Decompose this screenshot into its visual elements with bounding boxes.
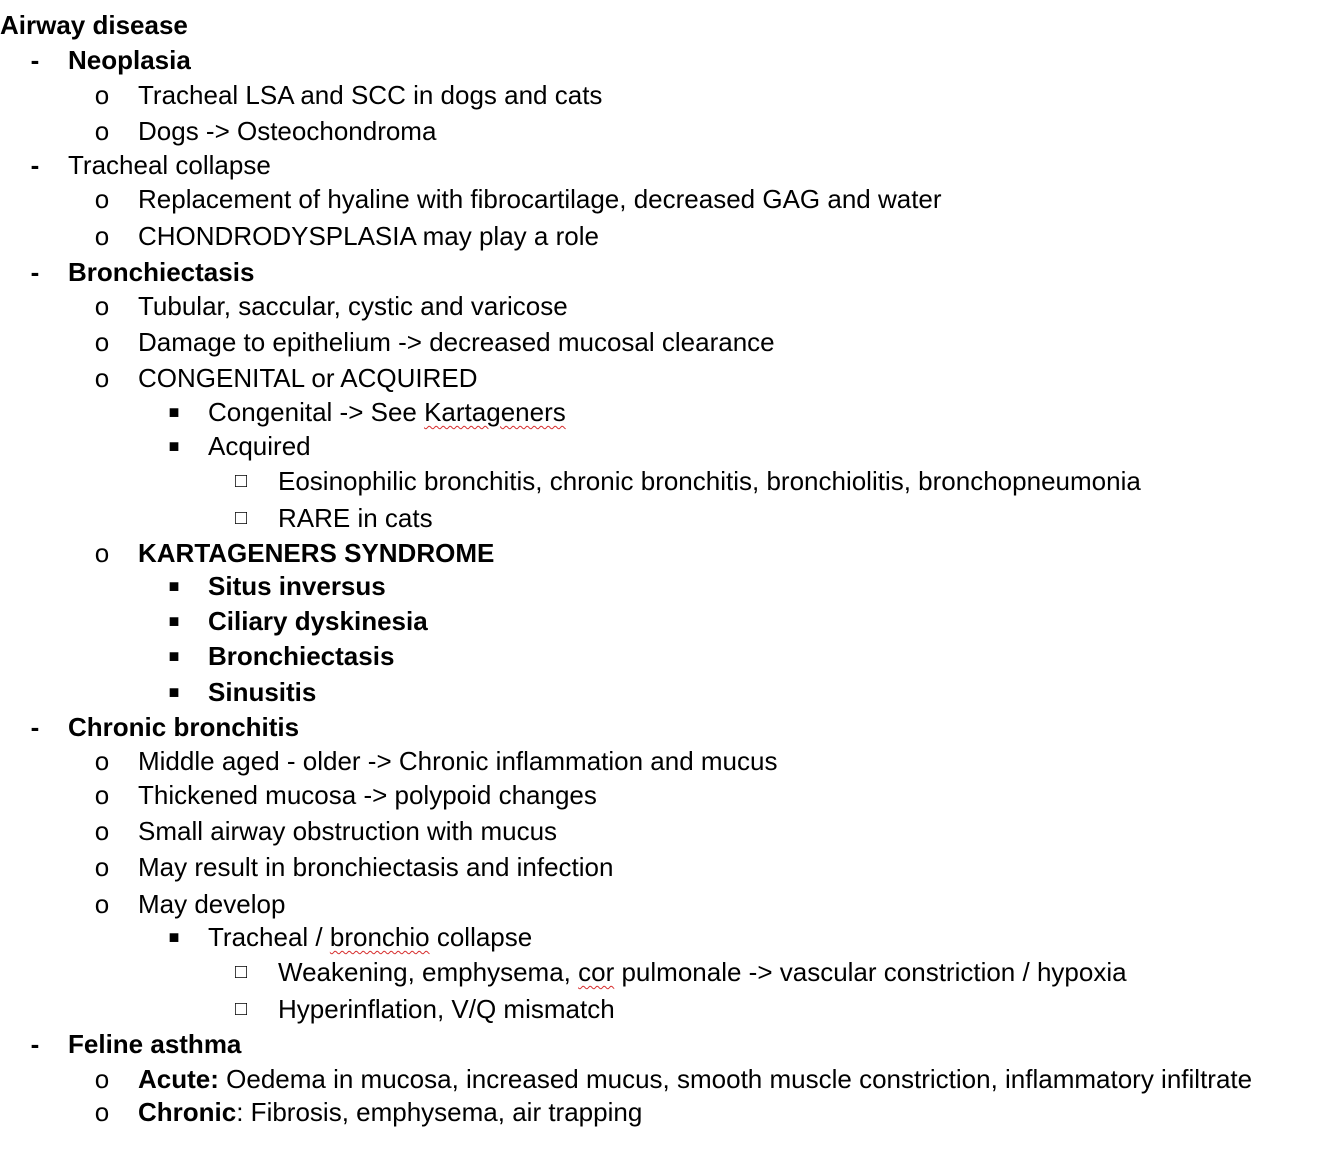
list-item-text: Situs inversus: [208, 571, 386, 601]
dash-bullet: -: [30, 257, 40, 287]
circle-bullet: o: [94, 327, 110, 357]
circle-bullet: o: [94, 363, 110, 393]
list-item-text: [138, 1062, 1252, 1096]
dash-bullet: -: [30, 712, 40, 742]
list-item-text: May result in bronchiectasis and infection: [138, 852, 614, 882]
list-item-text: Middle aged - older -> Chronic inflammation and mucus: [138, 746, 778, 776]
circle-bullet: o: [94, 852, 110, 882]
section-heading-bronchiectasis: Bronchiectasis: [68, 257, 255, 287]
list-item-text: Tracheal LSA and SCC in dogs and cats: [138, 80, 603, 110]
dash-bullet: -: [30, 45, 40, 75]
section-heading-feline-asthma: Feline asthma: [68, 1029, 242, 1059]
weakening-suffix: pulmonale -> vascular constriction / hypoxia: [614, 957, 1127, 987]
checkbox-bullet: □: [234, 507, 248, 529]
list-item-text: Bronchiectasis: [208, 641, 395, 671]
list-item-text: Eosinophilic bronchitis, chronic bronchitis, bronchiolitis, bronchopneumonia: [278, 466, 1141, 496]
square-bullet: ■: [168, 682, 180, 702]
checkbox-bullet: □: [234, 998, 248, 1020]
acute-label: Acute:: [138, 1064, 219, 1094]
collapse-prefix: Tracheal /: [208, 922, 330, 952]
circle-bullet: o: [94, 116, 110, 146]
checkbox-bullet: □: [234, 961, 248, 983]
list-item-text: Thickened mucosa -> polypoid changes: [138, 780, 597, 810]
weakening-prefix: Weakening, emphysema,: [278, 957, 579, 987]
spellcheck-word-cor: cor: [578, 957, 615, 987]
square-bullet: ■: [168, 576, 180, 596]
list-item-text: [278, 955, 1127, 989]
list-item-text: May develop: [138, 889, 286, 919]
circle-bullet: o: [94, 80, 110, 110]
square-bullet: ■: [168, 402, 180, 422]
spellcheck-word-bronchio: bronchio: [329, 922, 430, 952]
section-heading-tracheal-collapse: Tracheal collapse: [68, 150, 271, 180]
square-bullet: ■: [168, 436, 180, 456]
collapse-suffix: collapse: [429, 922, 533, 952]
list-item-text: Replacement of hyaline with fibrocartilage, decreased GAG and water: [138, 184, 942, 214]
section-heading-chronic-bronchitis: Chronic bronchitis: [68, 712, 300, 742]
circle-bullet: o: [94, 538, 110, 568]
list-item-text: [208, 395, 566, 429]
circle-bullet: o: [94, 816, 110, 846]
list-item-text: [138, 1095, 642, 1129]
list-item-text: Small airway obstruction with mucus: [138, 816, 558, 846]
dash-bullet: -: [30, 1029, 40, 1059]
square-bullet: ■: [168, 927, 180, 947]
circle-bullet: o: [94, 184, 110, 214]
subheading-kartageners: KARTAGENERS SYNDROME: [138, 538, 495, 568]
circle-bullet: o: [94, 291, 110, 321]
list-item-text: Acquired: [208, 431, 311, 461]
circle-bullet: o: [94, 221, 110, 251]
dash-bullet: -: [30, 150, 40, 180]
list-item-text: Dogs -> Osteochondroma: [138, 116, 437, 146]
list-item-text: Damage to epithelium -> decreased mucosal clearance: [138, 327, 775, 357]
square-bullet: ■: [168, 611, 180, 631]
circle-bullet: o: [94, 1064, 110, 1094]
list-item-text: RARE in cats: [278, 503, 433, 533]
list-item-text: CHONDRODYSPLASIA may play a role: [138, 221, 599, 251]
spellcheck-word-kartageners: Kartageners: [424, 397, 566, 427]
circle-bullet: o: [94, 780, 110, 810]
list-item-text: CONGENITAL or ACQUIRED: [138, 363, 478, 393]
section-heading-neoplasia: Neoplasia: [68, 45, 191, 75]
document-title: Airway disease: [0, 10, 188, 40]
congenital-prefix: Congenital -> See: [208, 397, 425, 427]
list-item-text: Ciliary dyskinesia: [208, 606, 428, 636]
chronic-label: Chronic: [138, 1097, 237, 1127]
list-item-text: Tubular, saccular, cystic and varicose: [138, 291, 568, 321]
list-item-text: Sinusitis: [208, 677, 317, 707]
square-bullet: ■: [168, 646, 180, 666]
list-item-text: Hyperinflation, V/Q mismatch: [278, 994, 615, 1024]
circle-bullet: o: [94, 1097, 110, 1127]
acute-text: Oedema in mucosa, increased mucus, smooth muscle constriction, inflammatory infiltrate: [218, 1064, 1253, 1094]
list-item-text: [208, 920, 532, 954]
circle-bullet: o: [94, 889, 110, 919]
circle-bullet: o: [94, 746, 110, 776]
checkbox-bullet: □: [234, 470, 248, 492]
chronic-text: : Fibrosis, emphysema, air trapping: [236, 1097, 643, 1127]
